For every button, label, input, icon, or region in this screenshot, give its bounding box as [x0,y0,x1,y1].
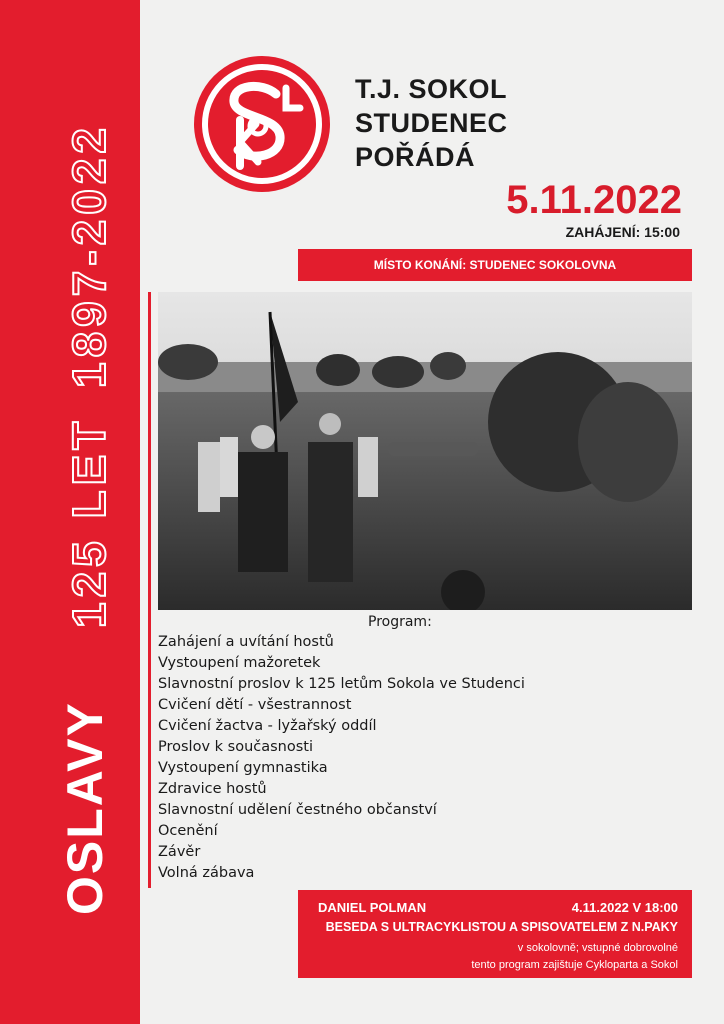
years-range-label: 1897-2022 [63,123,115,388]
event-date: 5.11.2022 [506,178,682,222]
program-item: Proslov k současnosti [158,739,314,755]
program-item: Cvičení dětí - všestrannost [158,697,352,713]
accent-line [148,292,151,888]
program-item: Slavnostní udělení čestného občanství [158,802,437,818]
program-item: Slavnostní proslov k 125 letům Sokola ve Studenci [158,676,525,692]
program-item: Zdravice hostů [158,781,267,797]
celebration-label: OSLAVY [57,701,113,915]
sokol-logo [192,54,332,194]
program-item: Závěr [158,844,201,860]
organizer-line-3: POŘÁDÁ [355,142,476,172]
side-event-box [298,890,692,978]
venue-banner [298,249,692,281]
program-item: Vystoupení mažoretek [158,655,321,671]
venue-text: MÍSTO KONÁNÍ: STUDENEC SOKOLOVNA [373,258,617,272]
red-sidebar [0,0,140,1024]
program-title: Program: [368,614,432,630]
years-count-label: 125 LET [63,416,115,628]
organizer-line-1: T.J. SOKOL [355,74,508,104]
side-event-location-note: v sokolovně; vstupné dobrovolné [517,942,678,954]
program-item: Volná zábava [158,865,255,881]
organizer-line-2: STUDENEC [355,108,508,138]
program-list [158,632,525,884]
program-item: Vystoupení gymnastika [158,760,328,776]
program-item: Zahájení a uvítání hostů [158,634,334,650]
speaker-name: DANIEL POLMAN [318,900,427,915]
program-item: Ocenění [158,823,218,839]
program-item: Cvičení žactva - lyžařský oddíl [158,718,377,734]
historic-photo [158,292,692,610]
organizer-block [355,72,508,174]
side-event-datetime: 4.11.2022 V 18:00 [571,900,678,915]
start-time: ZAHÁJENÍ: 15:00 [565,224,680,240]
side-event-organizer-note: tento program zajištuje Cykloparta a Sokol [471,959,678,971]
side-event-topic: BESEDA S ULTRACYKLISTOU A SPISOVATELEM Z N.PAKY [325,920,678,934]
